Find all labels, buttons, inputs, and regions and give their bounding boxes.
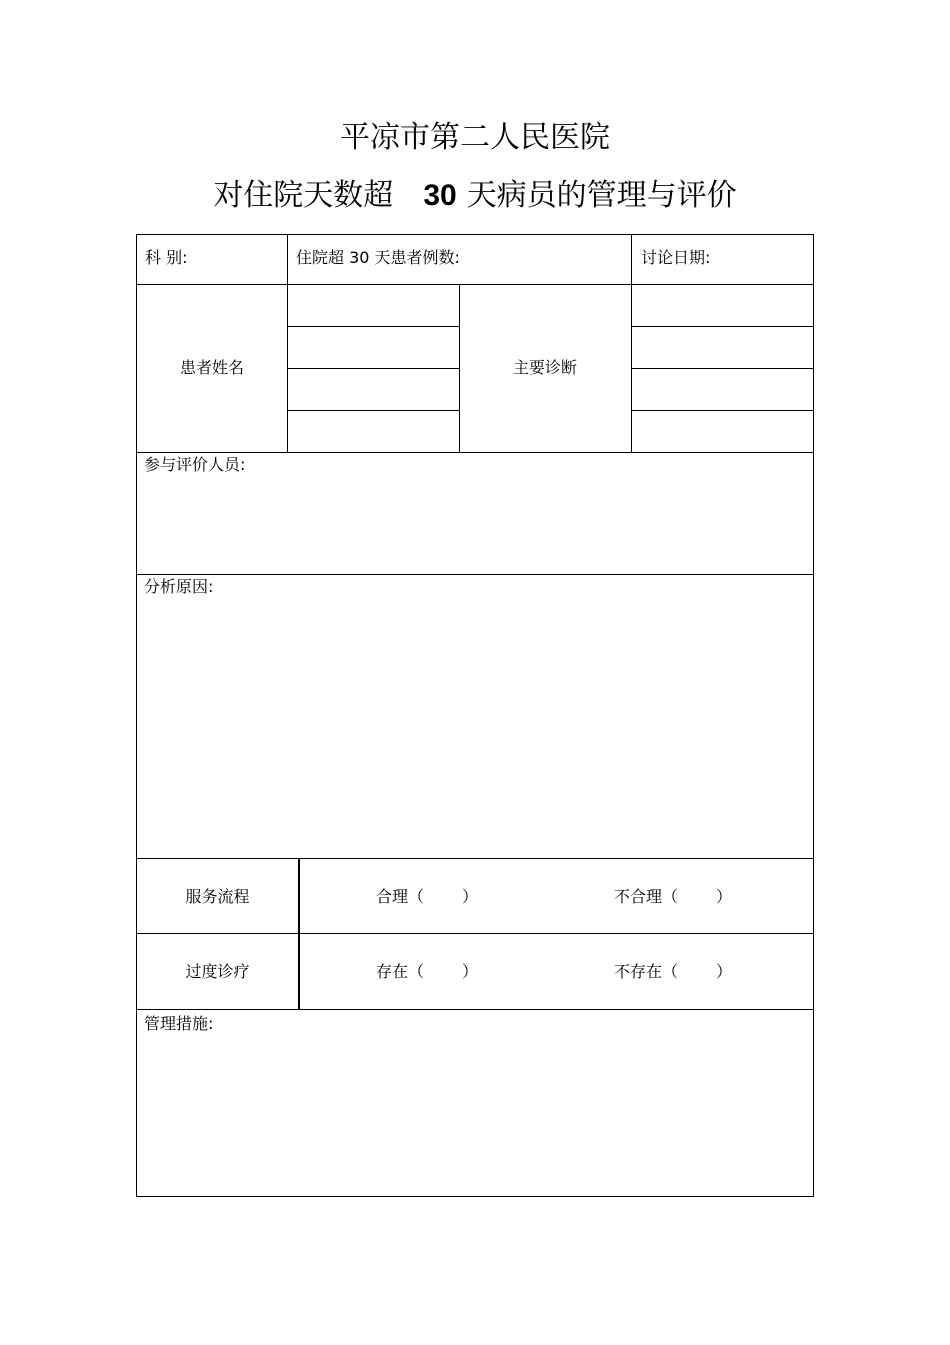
participants-label: 参与评价人员:: [144, 455, 246, 474]
row-divider: [137, 1009, 814, 1010]
form-title: [0, 170, 950, 214]
option-text: 不合理: [614, 887, 663, 906]
management-measures-label: 管理措施:: [144, 1014, 214, 1033]
row-divider: [137, 284, 814, 285]
diagnosis-cell-divider: [632, 326, 814, 327]
form-title-prefix: 对住院天数超: [213, 178, 394, 213]
hospital-title: 平凉市第二人民医院: [340, 120, 610, 155]
column-divider: [287, 235, 288, 453]
option-text: 存在: [376, 962, 409, 981]
row-divider: [137, 933, 814, 934]
name-cell-divider: [288, 326, 459, 327]
diagnosis-cell-divider: [632, 368, 814, 369]
form-title-number: 30: [423, 179, 457, 212]
service-reasonable-option: [376, 887, 478, 907]
paren-open: （: [408, 887, 425, 906]
row-divider: [137, 452, 814, 453]
option-text: 合理: [376, 887, 409, 906]
paren-close: ）: [462, 887, 479, 906]
paren-open: （: [662, 962, 679, 981]
name-cell-divider: [288, 368, 459, 369]
over-treatment-not-exists-option: [614, 962, 732, 982]
case-count-label: 住院超 30 天患者例数:: [296, 248, 460, 267]
paren-open: （: [408, 962, 425, 981]
service-process-label: 服务流程: [185, 887, 250, 906]
analysis-label: 分析原因:: [144, 577, 214, 596]
column-divider: [631, 235, 632, 453]
option-text: 不存在: [614, 962, 663, 981]
discussion-date-label: 讨论日期:: [641, 248, 711, 267]
paren-close: ）: [716, 962, 733, 981]
patient-name-header: 患者姓名: [179, 358, 244, 377]
department-label: 科 别:: [145, 248, 188, 267]
over-treatment-label: 过度诊疗: [185, 962, 250, 981]
row-divider: [137, 574, 814, 575]
evaluation-form: [136, 234, 814, 1197]
row-divider: [137, 858, 814, 859]
main-diagnosis-header: 主要诊断: [512, 358, 577, 377]
paren-open: （: [662, 887, 679, 906]
name-cell-divider: [288, 410, 459, 411]
paren-close: ）: [462, 962, 479, 981]
column-divider: [298, 858, 300, 1009]
diagnosis-cell-divider: [632, 410, 814, 411]
service-unreasonable-option: [614, 887, 732, 907]
paren-close: ）: [716, 887, 733, 906]
over-treatment-exists-option: [376, 962, 478, 982]
form-title-suffix: 天病员的管理与评价: [466, 178, 737, 213]
